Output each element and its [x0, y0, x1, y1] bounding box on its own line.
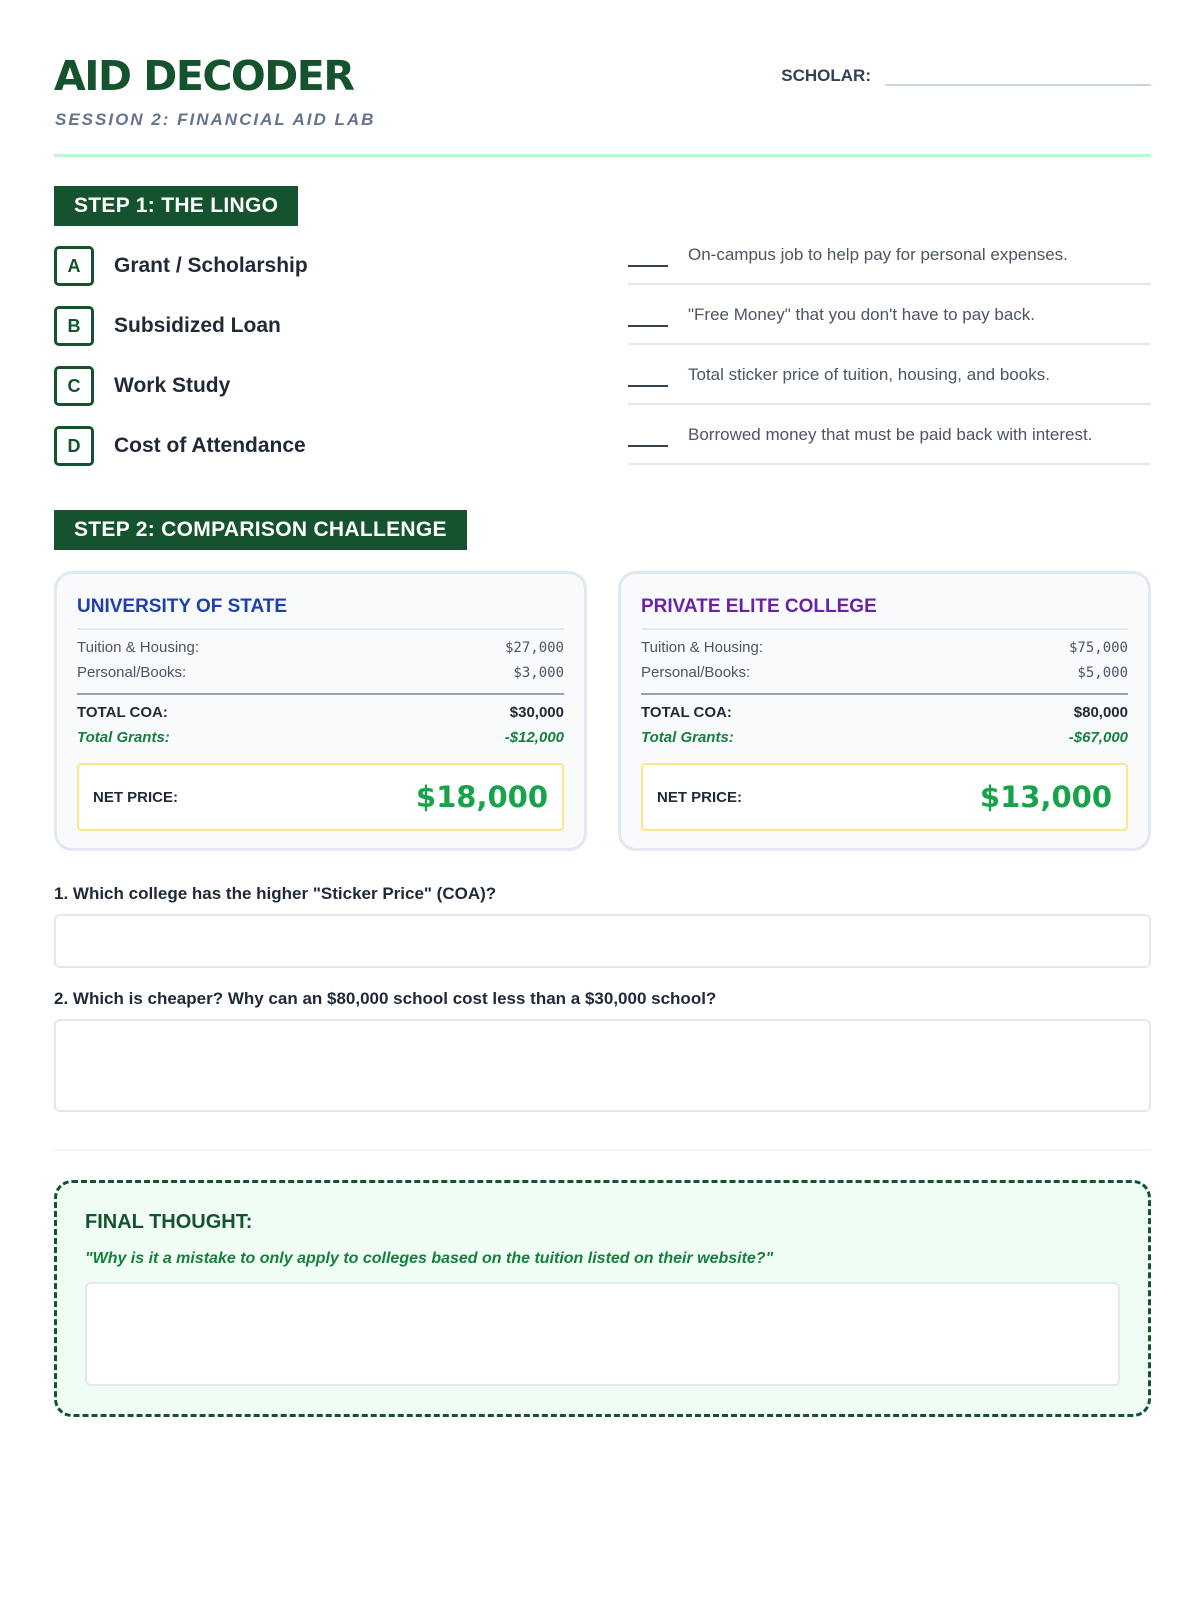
personal-row [77, 660, 564, 685]
grants-label: Total Grants: [641, 728, 734, 746]
college-card-private [618, 571, 1151, 851]
college-name: UNIVERSITY OF STATE [77, 596, 564, 630]
step2-heading: STEP 2: COMPARISON CHALLENGE [54, 510, 467, 550]
term-c [54, 366, 230, 406]
net-price-label: NET PRICE: [657, 788, 743, 806]
scholar-field [781, 60, 1151, 86]
scholar-name-input[interactable] [885, 60, 1151, 86]
definition-row [628, 287, 1151, 345]
step1-heading: STEP 1: THE LINGO [54, 186, 298, 226]
term-label: Cost of Attendance [114, 434, 306, 457]
match-answer-blank[interactable] [628, 423, 668, 447]
final-thought-title: FINAL THOUGHT: [85, 1211, 253, 1233]
worksheet-header [54, 0, 1151, 157]
question-2-label: 2. Which is cheaper? Why can an $80,000 school cost less than a $30,000 school? [54, 989, 717, 1008]
definition-text: On-campus job to help pay for personal expenses. [688, 245, 1068, 264]
term-label: Subsidized Loan [114, 314, 281, 337]
college-name: PRIVATE ELITE COLLEGE [641, 596, 1128, 630]
question-1-label: 1. Which college has the higher "Sticker Price" (COA)? [54, 884, 497, 903]
final-thought-box [54, 1180, 1151, 1417]
term-b [54, 306, 281, 346]
total-coa-row [77, 699, 564, 725]
definition-text: Borrowed money that must be paid back with interest. [688, 425, 1093, 444]
net-price-box [77, 763, 564, 831]
definition-row [628, 347, 1151, 405]
term-d [54, 426, 306, 466]
net-price-value: $13,000 [979, 780, 1112, 814]
definition-text: Total sticker price of tuition, housing, and books. [688, 365, 1050, 384]
match-answer-blank[interactable] [628, 243, 668, 267]
question-1-answer-box[interactable] [54, 914, 1151, 968]
term-label: Work Study [114, 374, 231, 397]
term-letter-badge: D [54, 426, 94, 466]
term-letter-badge: A [54, 246, 94, 286]
cost-breakdown [641, 630, 1128, 695]
total-coa-value: $80,000 [1073, 703, 1128, 721]
page-title: AID DECODER [54, 52, 354, 100]
page-subtitle: SESSION 2: FINANCIAL AID LAB [55, 110, 376, 129]
tuition-label: Tuition & Housing: [641, 639, 764, 656]
term-letter-badge: C [54, 366, 94, 406]
scholar-label: SCHOLAR: [781, 66, 871, 85]
personal-value: $5,000 [1077, 664, 1128, 681]
net-price-box [641, 763, 1128, 831]
net-price-label: NET PRICE: [93, 788, 179, 806]
tuition-value: $27,000 [504, 639, 564, 656]
match-answer-blank[interactable] [628, 363, 668, 387]
grants-value: -$67,000 [1068, 728, 1128, 746]
personal-row [641, 660, 1128, 685]
grants-row [641, 725, 1128, 749]
total-coa-value: $30,000 [509, 703, 564, 721]
term-a [54, 246, 308, 286]
personal-label: Personal/Books: [77, 664, 187, 681]
tuition-value: $75,000 [1068, 639, 1128, 656]
grants-row [77, 725, 564, 749]
personal-label: Personal/Books: [641, 664, 751, 681]
grants-value: -$12,000 [504, 728, 564, 746]
definition-row [628, 227, 1151, 285]
total-coa-row [641, 699, 1128, 725]
definition-text: "Free Money" that you don't have to pay back. [688, 305, 1036, 324]
cost-breakdown [77, 630, 564, 695]
tuition-row [77, 635, 564, 660]
tuition-row [641, 635, 1128, 660]
final-thought-answer-box[interactable] [85, 1282, 1120, 1386]
final-thought-quote: "Why is it a mistake to only apply to colleges based on the tuition listed on their website?" [85, 1250, 774, 1267]
match-answer-blank[interactable] [628, 303, 668, 327]
total-coa-label: TOTAL COA: [641, 703, 732, 721]
net-price-value: $18,000 [415, 780, 548, 814]
term-letter-badge: B [54, 306, 94, 346]
personal-value: $3,000 [513, 664, 564, 681]
total-coa-label: TOTAL COA: [77, 703, 168, 721]
definition-row [628, 407, 1151, 465]
section-divider [54, 1149, 1151, 1151]
term-label: Grant / Scholarship [114, 254, 308, 277]
question-2-answer-box[interactable] [54, 1019, 1151, 1112]
grants-label: Total Grants: [77, 728, 170, 746]
college-card-state [54, 571, 587, 851]
worksheet-page [54, 0, 1151, 1267]
tuition-label: Tuition & Housing: [77, 639, 200, 656]
